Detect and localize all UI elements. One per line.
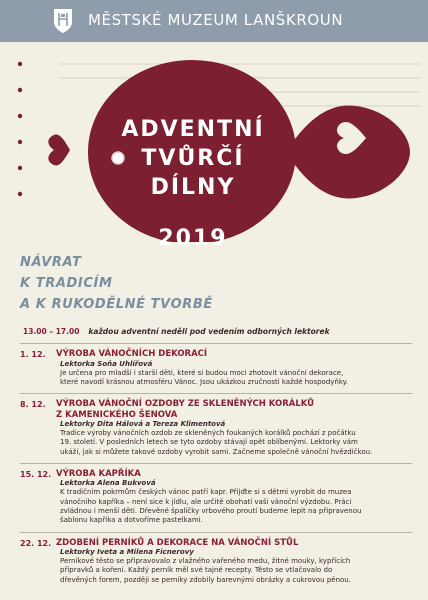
poster-subtitle — [20, 252, 213, 315]
event-lector: Lektorka Alena Bukvová — [60, 479, 156, 488]
schedule-note: každou adventní neděli pod vedením odborných lektorek — [88, 327, 330, 336]
event-text-line: přípravků a koření. Každý perník měl své tajné recepty. Těsto se vtlačovalo do — [60, 566, 333, 575]
event-title: ZDOBENÍ PERNÍKŮ A DEKORACE NA VÁNOČNÍ STŮL — [56, 537, 299, 548]
title-line-3: DÍLNY — [150, 175, 236, 200]
event-title: VÝROBA VÁNOČNÍCH DEKORACÍ — [56, 349, 208, 359]
event-lector: Lektorky Dita Hálová a Tereza Klimentová — [60, 420, 226, 429]
event-text-line: 19. století. V posledních letech se tyto ozdoby stávají opět oblíbenými. Lektorky vám — [60, 438, 358, 447]
event-text-line: Je určena pro mladší i starší děti, které si budou moci zhotovit vánoční dekorace, — [60, 368, 344, 377]
event-title: VÝROBA VÁNOČNÍ OZDOBY ZE SKLENĚNÝCH KORÁLKŮ — [56, 399, 315, 410]
event-title: Z KAMENICKÉHO ŠENOVA — [56, 409, 178, 420]
event-text-line: které navodí krásnou atmosféru Vánoc. Jsou ukázkou zručnosti každé hospodyňky. — [60, 377, 349, 386]
event-date: 15. 12. — [20, 469, 52, 479]
event-item — [20, 469, 412, 526]
schedule-time: 13.00 – 17.00 — [23, 327, 80, 336]
poster-title — [108, 115, 278, 202]
event-date: 22. 12. — [20, 538, 52, 548]
subtitle-line-3: A K RUKODĚLNÉ TVORBĚ — [20, 297, 213, 312]
event-item — [20, 399, 412, 457]
event-text-line: vánočního kapříka – není sice k jídlu, ale určitě obohatí vaši vánoční výzdobu. Práci — [60, 497, 352, 506]
divider — [20, 393, 412, 394]
event-lector: Lektorka Soňa Uhlířová — [60, 359, 153, 368]
title-line-1: ADVENTNÍ — [121, 117, 265, 142]
heart-left-icon — [48, 135, 70, 166]
event-text-line: Perníkové těsto se připravovalo z vlažného vařeného medu, žitné mouky, kypřících — [60, 557, 351, 566]
event-text-line: K tradičním pokrmům českých vánoc patří kapr. Přijďte si s dětmi vyrobit do muzea — [60, 488, 352, 497]
event-date: 8. 12. — [20, 400, 46, 410]
event-item — [20, 538, 412, 585]
event-item — [20, 349, 412, 387]
event-text-line: šablonu kapříka a dotvoříme pastelkami. — [60, 516, 203, 525]
event-date: 1. 12. — [20, 350, 46, 359]
divider — [20, 532, 412, 533]
divider — [20, 343, 412, 344]
divider — [20, 463, 412, 464]
event-text-line: zvládnou i menší děti. Dřevěné špalíčky vrbového proutí budeme lepit na připravenou — [60, 507, 362, 516]
program-list — [20, 327, 412, 585]
subtitle-line-2: K TRADICÍM — [20, 276, 113, 291]
event-lector: Lektorky Iveta a Milena Ficnerovy — [60, 548, 194, 557]
museum-name: MĚSTSKÉ MUZEUM LANŠKROUN — [88, 11, 344, 29]
event-text-line: ukáží, jak si můžete takové ozdoby vyrobit sami. Začneme společně vánoční hvězdičkou. — [60, 447, 373, 456]
museum-crest-icon — [52, 7, 74, 35]
header-bar — [0, 0, 428, 42]
poster-year: 2019 — [158, 226, 228, 251]
dotted-line — [18, 62, 22, 196]
event-text-line: Tradice výroby vánočních ozdob ze skleněných foukaných korálků pochází z počátku — [60, 429, 356, 438]
title-line-2: TVŮRČÍ — [141, 146, 245, 171]
event-title: VÝROBA KAPŘÍKA — [56, 468, 141, 479]
schedule-intro — [23, 327, 412, 337]
event-text-line: dřevěných forem, později se perníky zdobily barevnými obrázky a cukrovou pěnou. — [60, 575, 351, 584]
subtitle-line-1: NÁVRAT — [20, 255, 82, 270]
